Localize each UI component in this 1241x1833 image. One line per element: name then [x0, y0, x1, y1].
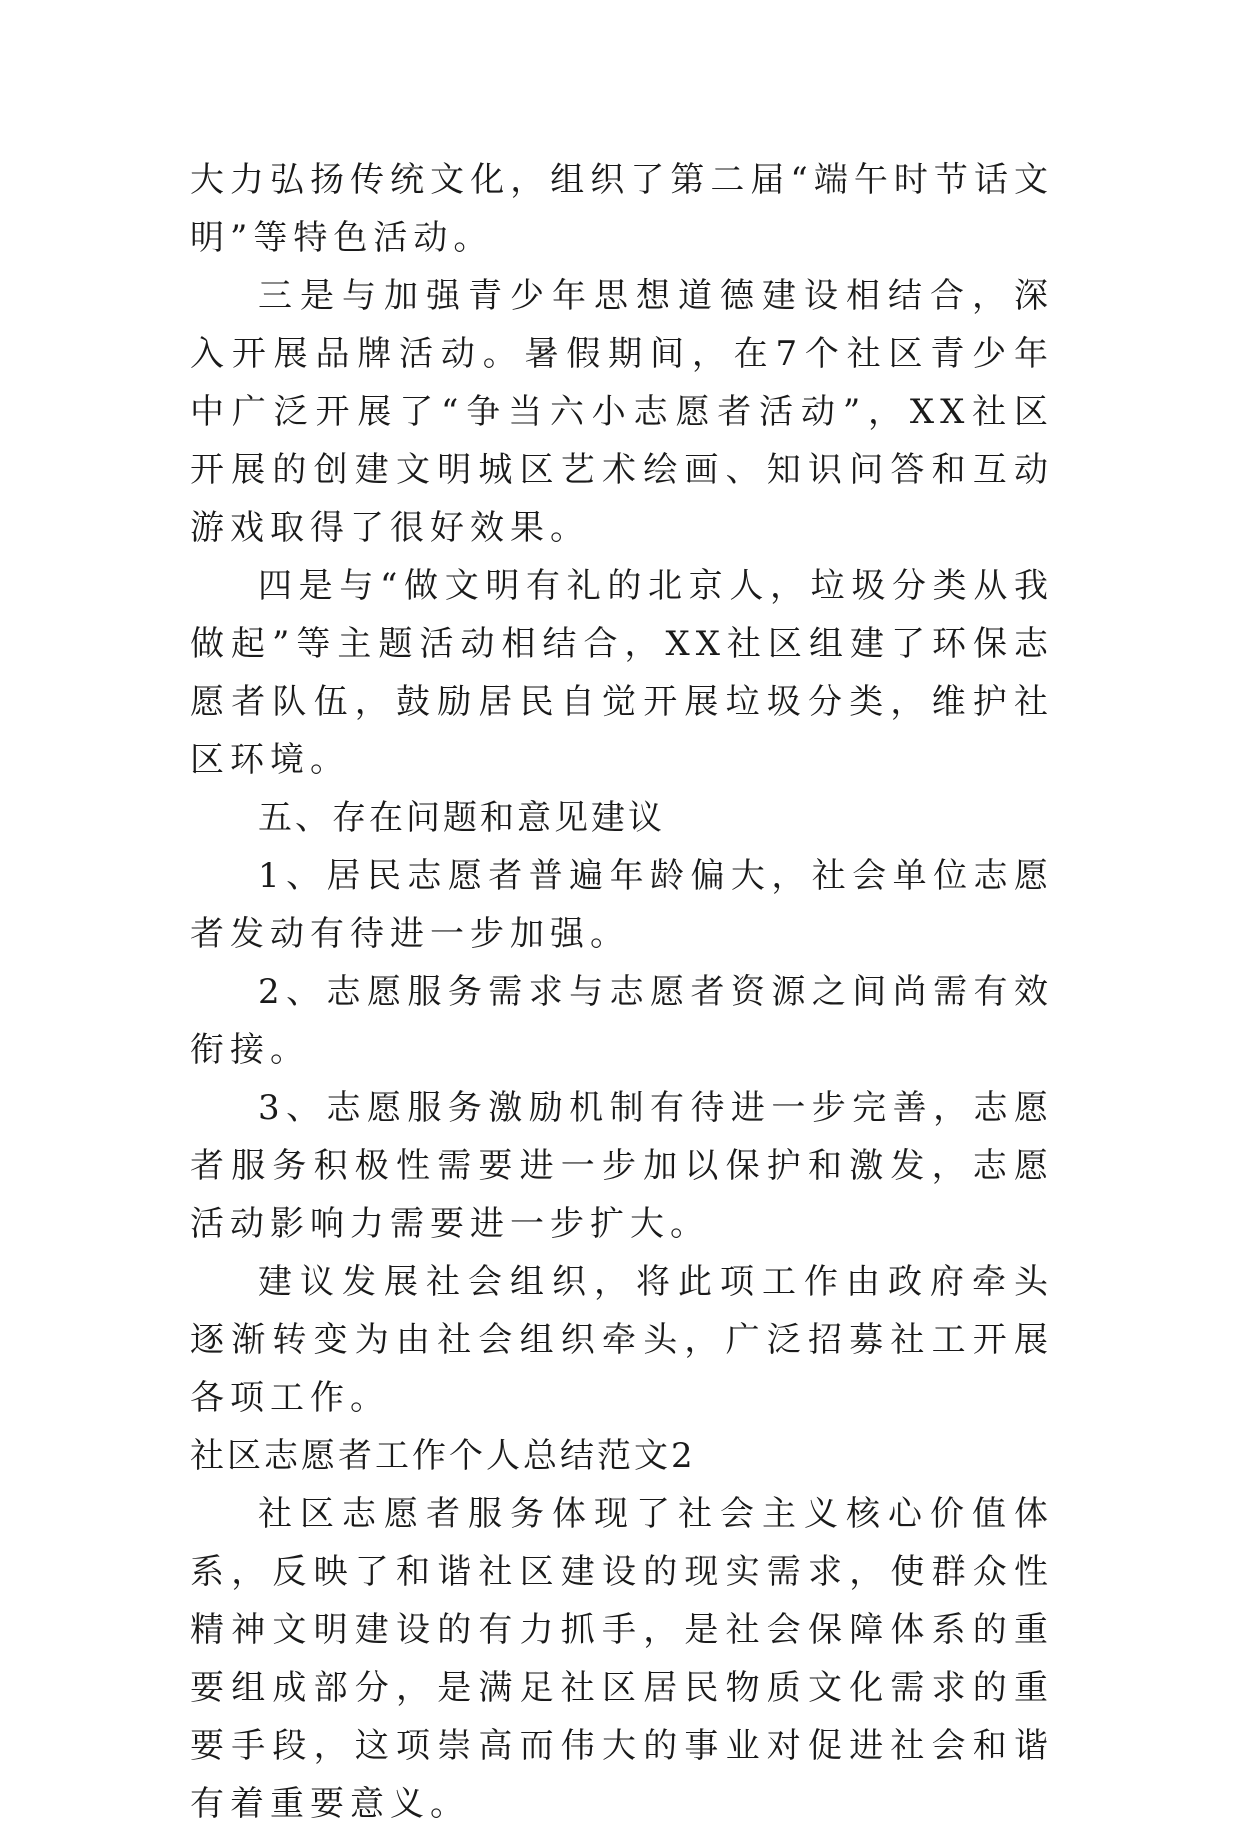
paragraph-youth-moral: 三是与加强青少年思想道德建设相结合，深入开展品牌活动。暑假期间，在7个社区青少年中广泛开展了“争当六小志愿者活动”，XX社区开展的创建文明城区艺术绘画、知识问答和互动游戏取得了很好效果。 — [190, 276, 1054, 548]
document-title-2: 社区志愿者工作个人总结范文2 — [190, 1436, 696, 1476]
paragraph-issue-3: 3、志愿服务激励机制有待进一步完善，志愿者服务积极性需要进一步加以保护和激发，志愿活动影响力需要进一步扩大。 — [190, 1088, 1054, 1244]
paragraph-suggestion: 建议发展社会组织，将此项工作由政府牵头逐渐转变为由社会组织牵头，广泛招募社工开展各项工作。 — [190, 1262, 1054, 1418]
document-body — [190, 151, 1054, 1833]
paragraph-garbage-sorting: 四是与“做文明有礼的北京人，垃圾分类从我做起”等主题活动相结合，XX社区组建了环保志愿者队伍，鼓励居民自觉开展垃圾分类，维护社区环境。 — [190, 566, 1054, 780]
paragraph-cultural-activities: 大力弘扬传统文化，组织了第二届“端午时节话文明”等特色活动。 — [190, 160, 1054, 258]
paragraph-intro-2: 社区志愿者服务体现了社会主义核心价值体系，反映了和谐社区建设的现实需求，使群众性精神文明建设的有力抓手，是社会保障体系的重要组成部分，是满足社区居民物质文化需求的重要手段，这项崇高而伟大的事业对促进社会和谐有着重要意义。 — [190, 1494, 1054, 1824]
paragraph-issue-1: 1、居民志愿者普遍年龄偏大，社会单位志愿者发动有待进一步加强。 — [190, 856, 1054, 954]
section-heading-problems: 五、存在问题和意见建议 — [258, 798, 665, 838]
paragraph-issue-2: 2、志愿服务需求与志愿者资源之间尚需有效衔接。 — [190, 972, 1054, 1070]
